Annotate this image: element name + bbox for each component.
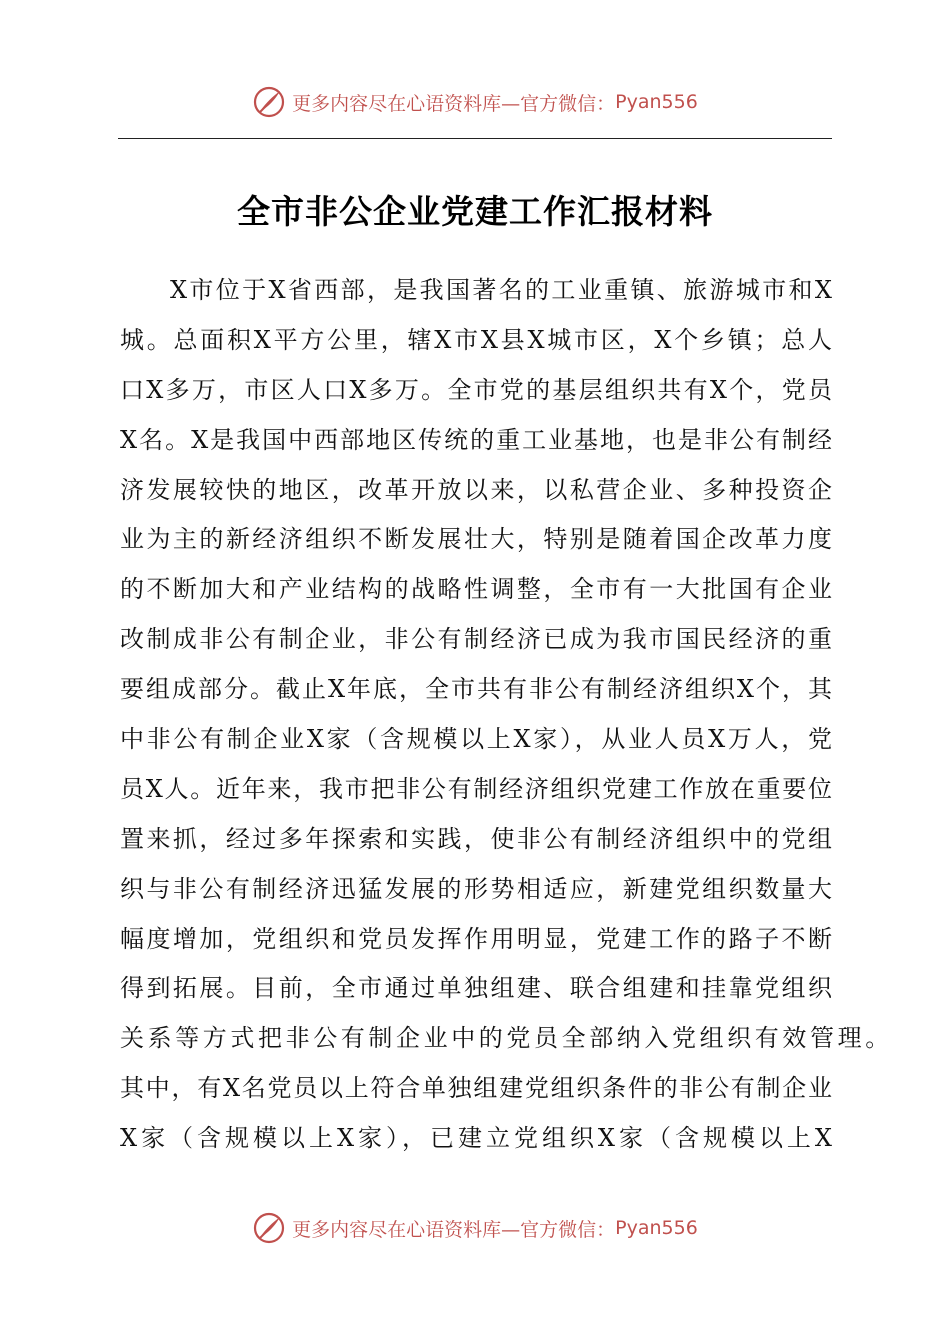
header-watermark-banner	[0, 82, 950, 122]
body-line: 城。总面积X平方公里，辖X市X县X城市区，X个乡镇；总人	[120, 325, 832, 354]
body-line: 关系等方式把非公有制企业中的党员全部纳入党组织有效管理。	[120, 1024, 893, 1053]
body-line: 口X多万，市区人口X多万。全市党的基层组织共有X个，党员	[120, 375, 832, 404]
body-line: X市位于X省西部，是我国著名的工业重镇、旅游城市和X	[170, 276, 832, 304]
quill-logo-icon	[252, 1211, 286, 1245]
body-line: 的不断加大和产业结构的战略性调整，全市有一大批国有企业	[120, 575, 832, 604]
header-divider	[118, 138, 832, 139]
body-line: 中非公有制企业X家（含规模以上X家），从业人员X万人，党	[120, 725, 832, 754]
body-line: 济发展较快的地区，改革开放以来，以私营企业、多种投资企	[120, 475, 832, 504]
body-line: X名。X是我国中西部地区传统的重工业基地，也是非公有制经	[120, 425, 832, 454]
banner-text: 更多内容尽在心语资料库—官方微信：	[292, 92, 616, 115]
body-line: 改制成非公有制企业，非公有制经济已成为我市国民经济的重	[120, 625, 832, 654]
banner-wechat-handle: Pyan556	[615, 91, 698, 113]
body-line: 其中，有X名党员以上符合单独组建党组织条件的非公有制企业	[120, 1074, 832, 1103]
body-line: 业为主的新经济组织不断发展壮大，特别是随着国企改革力度	[120, 525, 832, 554]
body-line: 置来抓，经过多年探索和实践，使非公有制经济组织中的党组	[120, 824, 832, 853]
banner-text: 更多内容尽在心语资料库—官方微信：	[292, 1218, 616, 1241]
document-body	[120, 266, 893, 1164]
body-line: 要组成部分。截止X年底，全市共有非公有制经济组织X个，其	[120, 675, 832, 704]
body-line: 员X人。近年来，我市把非公有制经济组织党建工作放在重要位	[120, 774, 832, 803]
body-line: 织与非公有制经济迅猛发展的形势相适应，新建党组织数量大	[120, 874, 832, 903]
body-line: X家（含规模以上X家），已建立党组织X家（含规模以上X	[120, 1124, 832, 1153]
document-title: 全市非公企业党建工作汇报材料	[237, 192, 713, 231]
footer-watermark-banner	[0, 1208, 950, 1248]
banner-wechat-handle: Pyan556	[615, 1217, 698, 1239]
quill-logo-icon	[252, 85, 286, 119]
body-line: 幅度增加，党组织和党员发挥作用明显，党建工作的路子不断	[120, 924, 832, 953]
body-line: 得到拓展。目前，全市通过单独组建、联合组建和挂靠党组织	[120, 974, 832, 1003]
